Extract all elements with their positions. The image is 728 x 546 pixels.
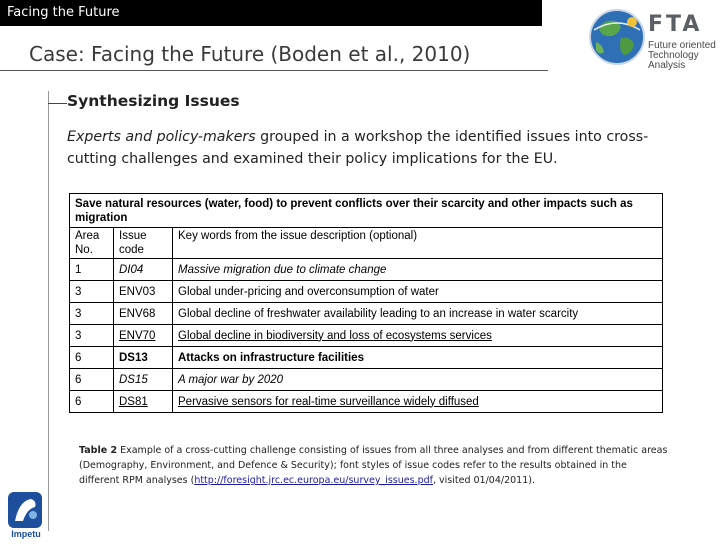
fta-logo bbox=[588, 8, 723, 78]
fta-tagline-line: Technology bbox=[648, 50, 699, 61]
column-header-description: Key words from the issue description (optional) bbox=[173, 228, 663, 259]
subheading: Synthesizing Issues bbox=[67, 92, 240, 110]
cell-area: 3 bbox=[70, 325, 114, 347]
subheading-connector bbox=[48, 103, 67, 104]
cell-area: 1 bbox=[70, 259, 114, 281]
header-bar bbox=[0, 0, 542, 26]
cell-code: DI04 bbox=[114, 259, 173, 281]
impetu-logo bbox=[5, 489, 47, 545]
issues-table-wrapper bbox=[69, 193, 663, 413]
fta-tagline-line: Future oriented bbox=[648, 40, 716, 51]
cell-description: Massive migration due to climate change bbox=[173, 259, 663, 281]
cell-code: ENV70 bbox=[114, 325, 173, 347]
table-row bbox=[70, 303, 663, 325]
table-header-row bbox=[70, 228, 663, 259]
cell-description: Global decline of freshwater availability leading to an increase in water scarcity bbox=[173, 303, 663, 325]
cell-area: 3 bbox=[70, 281, 114, 303]
caption-text-end: , visited 01/04/2011). bbox=[432, 475, 535, 486]
cell-code: ENV03 bbox=[114, 281, 173, 303]
left-vertical-rule bbox=[48, 91, 49, 531]
issues-table bbox=[69, 193, 663, 413]
caption-link[interactable]: http://foresight.jrc.ec.europa.eu/survey_issues.pdf bbox=[194, 475, 433, 486]
table-title: Save natural resources (water, food) to prevent conflicts over their scarcity and other impacts such as migration bbox=[70, 194, 663, 228]
cell-description: Attacks on infrastructure facilities bbox=[173, 347, 663, 369]
cell-code: ENV68 bbox=[114, 303, 173, 325]
intro-text: grouped in a workshop the identified issues into cross-cutting challenges and examined their policy implications for the EU. bbox=[67, 129, 649, 167]
globe-icon bbox=[588, 8, 646, 66]
impetu-wordmark: Impetu bbox=[11, 529, 41, 539]
table-row bbox=[70, 325, 663, 347]
caption-label: Table 2 bbox=[79, 445, 118, 456]
fta-tagline bbox=[648, 41, 728, 71]
column-header-code: Issue code bbox=[114, 228, 173, 259]
cell-code: DS81 bbox=[114, 391, 173, 413]
cell-area: 6 bbox=[70, 391, 114, 413]
fta-tagline-line: Analysis bbox=[648, 60, 686, 71]
header-title: Facing the Future bbox=[7, 5, 120, 20]
table-row bbox=[70, 347, 663, 369]
slide-title: Case: Facing the Future (Boden et al., 2010) bbox=[29, 42, 471, 66]
cell-description: A major war by 2020 bbox=[173, 369, 663, 391]
cell-area: 3 bbox=[70, 303, 114, 325]
cell-area: 6 bbox=[70, 347, 114, 369]
caption-text: Example of a cross-cutting challenge consisting of issues from all three analyses and from different thematic areas (Demography, Environment, and Defence & Security); font styles of issue codes refer to the results obtained in the different RPM analyses ( bbox=[79, 445, 668, 486]
cell-code: DS15 bbox=[114, 369, 173, 391]
intro-paragraph bbox=[67, 126, 677, 170]
table-row bbox=[70, 259, 663, 281]
table-title-row bbox=[70, 194, 663, 228]
cell-area: 6 bbox=[70, 369, 114, 391]
table-row bbox=[70, 369, 663, 391]
table-caption bbox=[79, 443, 669, 488]
table-row bbox=[70, 391, 663, 413]
table-row bbox=[70, 281, 663, 303]
cell-code: DS13 bbox=[114, 347, 173, 369]
fta-wordmark: FTA bbox=[648, 12, 703, 37]
cell-description: Global under-pricing and overconsumption of water bbox=[173, 281, 663, 303]
intro-emphasis: Experts and policy-makers bbox=[67, 129, 256, 145]
title-divider bbox=[0, 70, 548, 71]
cell-description: Pervasive sensors for real-time surveillance widely diffused bbox=[173, 391, 663, 413]
cell-description: Global decline in biodiversity and loss of ecosystems services bbox=[173, 325, 663, 347]
column-header-area: Area No. bbox=[70, 228, 114, 259]
